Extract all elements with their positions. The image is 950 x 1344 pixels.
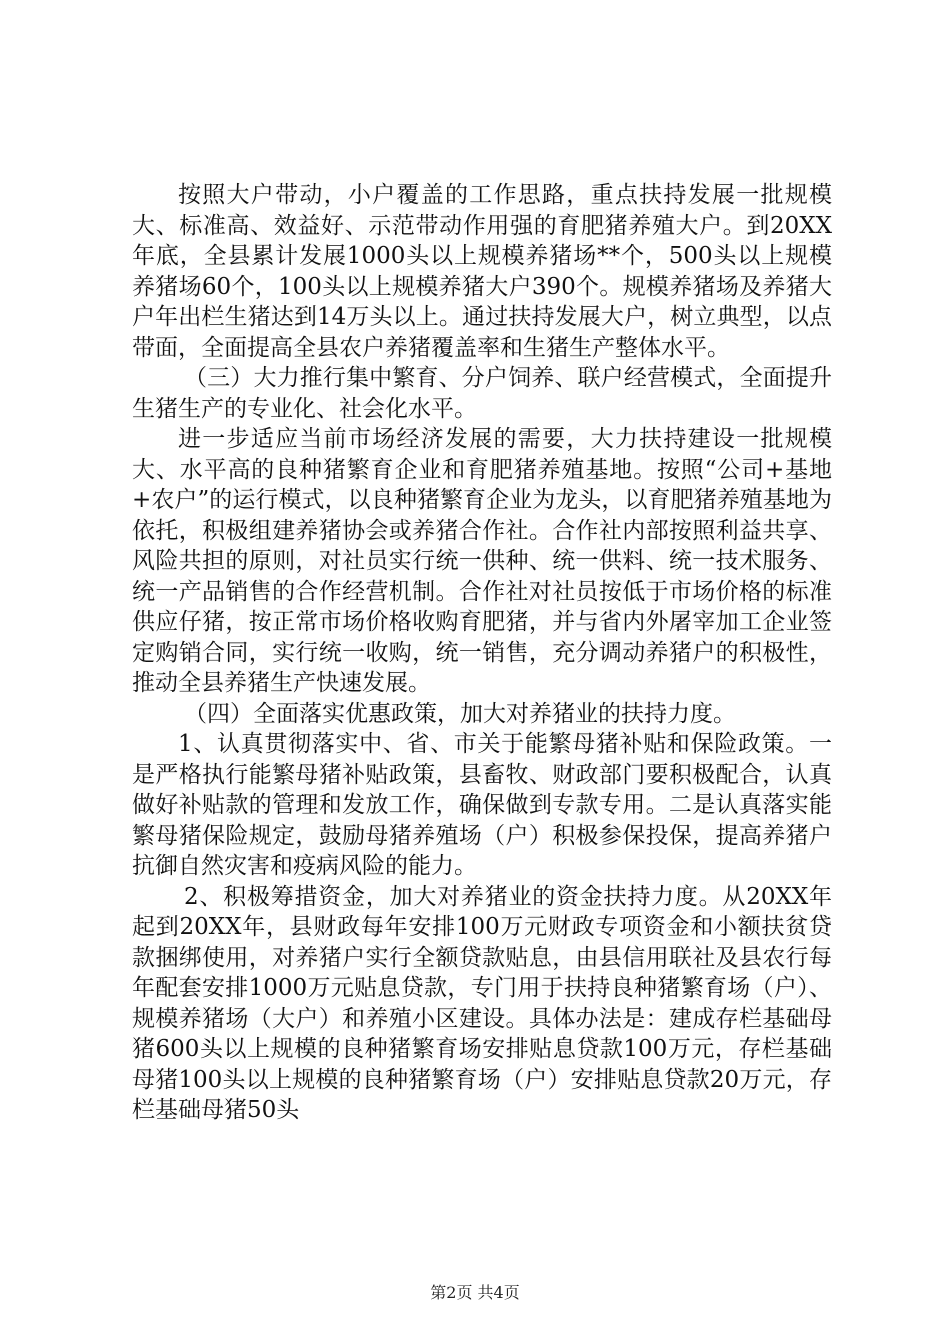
paragraph-large-farms: 按照大户带动，小户覆盖的工作思路，重点扶持发展一批规模大、标准高、效益好、示范带动作用强的育肥猪养殖大户。到20XX年底，全县累计发展1000头以上规模养猪场**个，500头以上规模养猪场60个，100头以上规模养猪大户390个。规模养猪场及养猪大户年出栏生猪达到14万头以上。通过扶持发展大户，树立典型，以点带面，全面提高全县农户养猪覆盖率和生猪生产整体水平。 [132,182,832,361]
paragraph-sow-subsidy: 1、认真贯彻落实中、省、市关于能繁母猪补贴和保险政策。一是严格执行能繁母猪补贴政策，县畜牧、财政部门要积极配合，认真做好补贴款的管理和发放工作，确保做到专款专用。二是认真落实能繁母猪保险规定，鼓励母猪养殖场（户）积极参保投保，提高养猪户抗御自然灾害和疫病风险的能力。 [132,731,832,879]
document-body [132,180,832,1126]
section-heading-4: （四）全面落实优惠政策，加大对养猪业的扶持力度。 [184,700,736,727]
page-number-footer: 第2页 共4页 [430,1283,520,1302]
paragraph-cooperative-model: 进一步适应当前市场经济发展的需要，大力扶持建设一批规模大、水平高的良种猪繁育企业和育肥猪养殖基地。按照“公司+基地+农户”的运行模式，以良种猪繁育企业为龙头，以育肥猪养殖基地为依托，积极组建养猪协会或养猪合作社。合作社内部按照利益共享、风险共担的原则，对社员实行统一供种、统一供料、统一技术服务、统一产品销售的合作经营机制。合作社对社员按低于市场价格的标准供应仔猪，按正常市场价格收购育肥猪，并与省内外屠宰加工企业签定购销合同，实行统一收购，统一销售，充分调动养猪户的积极性，推动全县养猪生产快速发展。 [132,426,832,696]
section-heading-3: （三）大力推行集中繁育、分户饲养、联户经营模式，全面提升生猪生产的专业化、社会化水平。 [132,365,832,422]
paragraph-funding: 2、积极筹措资金，加大对养猪业的资金扶持力度。从20XX年起到20XX年，县财政每年安排100万元财政专项资金和小额扶贫贷款捆绑使用，对养猪户实行全额贷款贴息，由县信用联社及县农行每年配套安排1000万元贴息贷款，专门用于扶持良种猪繁育场（户）、规模养猪场（大户）和养殖小区建设。具体办法是：建成存栏基础母猪600头以上规模的良种猪繁育场安排贴息贷款100万元，存栏基础母猪100头以上规模的良种猪繁育场（户）安排贴息贷款20万元，存栏基础母猪50头 [132,883,832,1123]
